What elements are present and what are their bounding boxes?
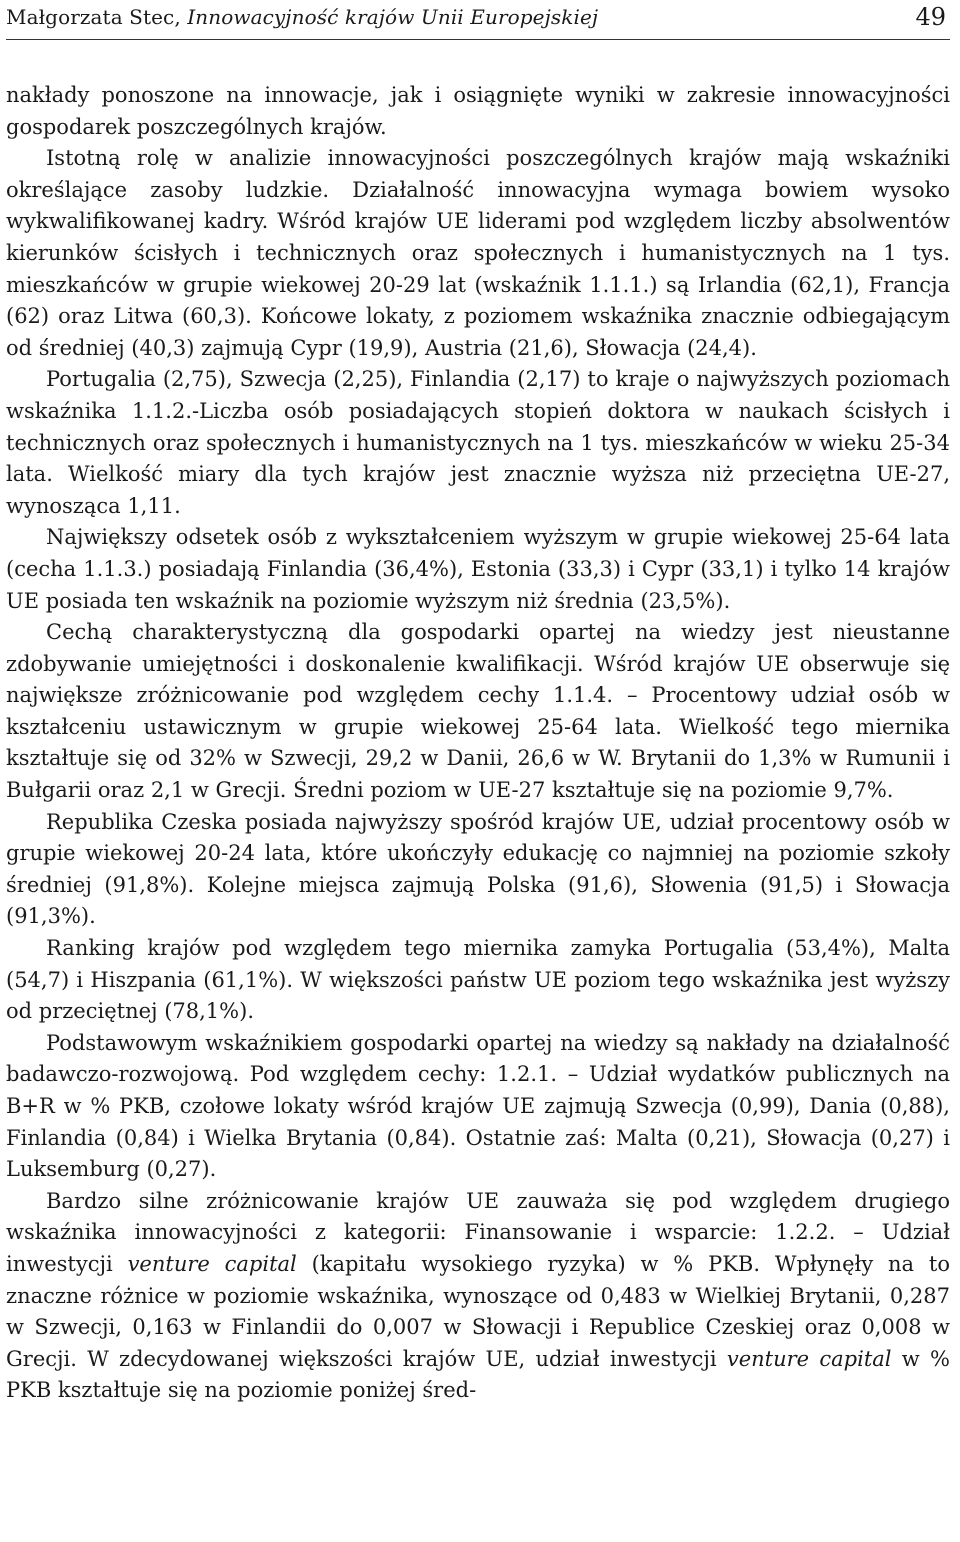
paragraph-text: w % PKB kształtuje się na poziomie poniżej śred- (6, 1346, 950, 1403)
paragraph: nakłady ponoszone na innowacje, jak i osiągnięte wyniki w zakresie innowacyjności gospodarek poszczególnych krajów. (6, 83, 950, 139)
paragraph-text: Bardzo silne zróżnicowanie krajów UE zauważa się pod względem drugiego wskaźnika innowacyjności z kategorii: Finansowanie i wsparcie: 1.2.2. – Udział inwestycji (6, 1188, 950, 1276)
paragraph: Ranking krajów pod względem tego miernika zamyka Portugalia (53,4%), Malta (54,7) i Hiszpania (61,1%). W większości państw UE poziom tego wskaźnika jest wyższy od przeciętnej (78,1%). (6, 936, 950, 1024)
running-header (6, 0, 950, 40)
paragraph: Portugalia (2,75), Szwecja (2,25), Finlandia (2,17) to kraje o najwyższych poziomach wskaźnika 1.1.2.-Liczba osób posiadających stopień doktora w naukach ścisłych i technicznych oraz społecznych i humanistycznych na 1 tys. mieszkańców w wieku 25-34 lata. Wielkość miary dla tych krajów jest znacznie wyższa niż przeciętna UE-27, wynosząca 1,11. (6, 367, 950, 518)
paragraph (6, 1186, 950, 1407)
header-title: Innowacyjność krajów Unii Europejskiej (187, 5, 599, 29)
paragraph: Republika Czeska posiada najwyższy spośród krajów UE, udział procentowy osób w grupie wiekowej 20-24 lata, które ukończyły edukację co najmniej na poziomie szkoły średniej (91,8%). Kolejne miejsca zajmują Polska (91,6), Słowenia (91,5) i Słowacja (91,3%). (6, 809, 950, 929)
header-citation (6, 5, 598, 29)
italic-term: venture capital (726, 1346, 892, 1371)
body-text (6, 80, 950, 1407)
italic-term: venture capital (127, 1251, 297, 1276)
paragraph-text: (kapitału wysokiego ryzyka) w % PKB. Wpłynęły na to znaczne różnice w poziomie wskaźnika, wynoszące od 0,483 w Wielkiej Brytanii, 0,287 w Szwecji, 0,163 w Finlandii do 0,007 w Słowacji i Republice Czeskiej oraz 0,008 w Grecji. W zdecydowanej większości krajów UE, udział inwestycji (6, 1251, 950, 1371)
header-author: Małgorzata Stec, (6, 5, 188, 29)
paragraph: Największy odsetek osób z wykształceniem wyższym w grupie wiekowej 25-64 lata (cecha 1.1.3.) posiadają Finlandia (36,4%), Estonia (33,3) i Cypr (33,1) i tylko 14 krajów UE posiada ten wskaźnik na poziomie wyższym niż średnia (23,5%). (6, 525, 950, 613)
paragraph: Podstawowym wskaźnikiem gospodarki opartej na wiedzy są nakłady na działalność badawczo-rozwojową. Pod względem cechy: 1.2.1. – Udział wydatków publicznych na B+R w % PKB, czołowe lokaty wśród krajów UE zajmują Szwecja (0,99), Dania (0,88), Finlandia (0,84) i Wielka Brytania (0,84). Ostatnie zaś: Malta (0,21), Słowacja (0,27) i Luksemburg (0,27). (6, 1030, 950, 1182)
paragraph: Istotną rolę w analizie innowacyjności poszczególnych krajów mają wskaźniki określające zasoby ludzkie. Działalność innowacyjna wymaga bowiem wysoko wykwalifikowanej kadry. Wśród krajów UE liderami pod względem liczby absolwentów kierunków ścisłych i technicznych oraz społecznych i humanistycznych na 1 tys. mieszkańców w grupie wiekowej 20-29 lat (wskaźnik 1.1.1.) są Irlandia (62,1), Francja (62) oraz Litwa (60,3). Końcowe lokaty, z poziomem wskaźnika znacznie odbiegającym od średniej (40,3) zajmują Cypr (19,9), Austria (21,6), Słowacja (24,4). (6, 146, 950, 360)
paragraph: Cechą charakterystyczną dla gospodarki opartej na wiedzy jest nieustanne zdobywanie umiejętności i doskonalenie kwalifikacji. Wśród krajów UE obserwuje się największe zróżnicowanie pod względem cechy 1.1.4. – Procentowy udział osób w kształceniu ustawicznym w grupie wiekowej 25-64 lata. Wielkość tego miernika kształtuje się od 32% w Szwecji, 29,2 w Danii, 26,6 w W. Brytanii do 1,3% w Rumunii i Bułgarii oraz 2,1 w Grecji. Średni poziom w UE-27 kształtuje się na poziomie 9,7%. (6, 620, 950, 803)
page-number: 49 (915, 3, 946, 31)
